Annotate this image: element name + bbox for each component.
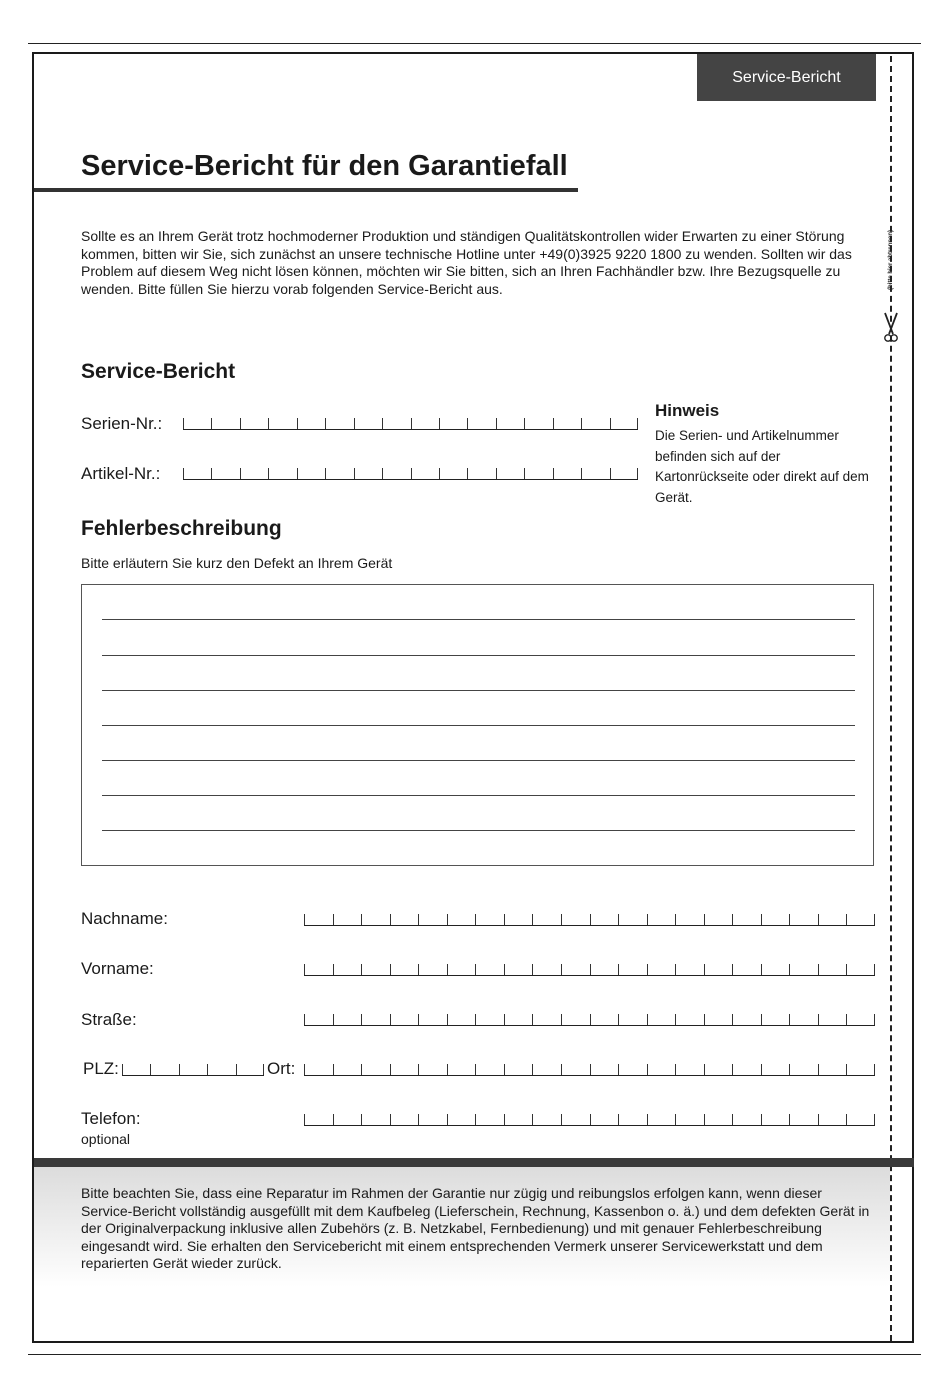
cut-note-text: (bitte hier abtrennen)	[888, 229, 894, 291]
field-tick	[467, 468, 468, 479]
field-tick	[150, 1064, 151, 1075]
field-tick	[581, 468, 582, 479]
serial-label: Serien-Nr.:	[81, 414, 163, 433]
field-tick	[179, 1064, 180, 1075]
field-tick	[732, 1064, 733, 1075]
title-underline	[34, 188, 578, 192]
field-tick	[789, 964, 790, 975]
field-tick	[732, 1014, 733, 1025]
field-tick	[789, 1114, 790, 1125]
field-tick	[411, 468, 412, 479]
field-tick	[561, 1114, 562, 1125]
intro-paragraph: Sollte es an Ihrem Gerät trotz hochmoderner Produktion und ständigen Qualitätskontrollen wider Erwarten zu einer Störung kommen, bitten wir Sie, sich zunächst an unsere technische Hotline unter +49(0)3925 9220 1800 zu wenden. Sollten wir das Problem auf diesem Weg nicht lösen können, möchten wir Sie bitten, sich an Ihren Fachhändler bzw. Ihre Bezugsquelle zu wenden. Bitte füllen Sie hierzu vorab folgenden Service-Bericht aus.	[81, 228, 852, 297]
lastname-label: Nachname:	[81, 909, 168, 928]
field-tick	[207, 1064, 208, 1075]
city-label: Ort:	[267, 1059, 296, 1078]
field-tick	[647, 1064, 648, 1075]
city-field[interactable]	[304, 1063, 875, 1076]
field-tick	[618, 964, 619, 975]
field-tick	[304, 1064, 305, 1075]
field-tick	[297, 418, 298, 429]
field-tick	[618, 914, 619, 925]
zip-label: PLZ:	[83, 1059, 119, 1078]
field-tick	[268, 468, 269, 479]
field-tick	[818, 1064, 819, 1075]
field-tick	[637, 418, 638, 429]
field-tick	[532, 1014, 533, 1025]
report-heading: Service-Bericht	[81, 360, 236, 383]
article-label: Artikel-Nr.:	[81, 464, 161, 483]
writing-line	[102, 830, 855, 831]
field-tick	[475, 1114, 476, 1125]
field-tick	[325, 468, 326, 479]
writing-line	[102, 690, 855, 691]
field-tick	[240, 468, 241, 479]
field-tick	[590, 1114, 591, 1125]
field-tick	[647, 914, 648, 925]
field-tick	[846, 1064, 847, 1075]
field-tick	[874, 1064, 875, 1075]
field-tick	[333, 914, 334, 925]
hint-title: Hinweis	[655, 401, 720, 420]
field-tick	[590, 964, 591, 975]
field-tick	[874, 1114, 875, 1125]
field-tick	[704, 964, 705, 975]
field-tick	[418, 1064, 419, 1075]
field-tick	[732, 964, 733, 975]
defect-description-box[interactable]	[81, 584, 874, 866]
field-tick	[532, 1114, 533, 1125]
field-tick	[361, 964, 362, 975]
field-tick	[704, 1064, 705, 1075]
top-rule	[28, 43, 921, 44]
field-tick	[447, 1064, 448, 1075]
field-tick	[553, 418, 554, 429]
field-tick	[818, 964, 819, 975]
field-tick	[647, 1114, 648, 1125]
field-tick	[846, 914, 847, 925]
field-tick	[382, 418, 383, 429]
field-tick	[561, 914, 562, 925]
field-tick	[647, 964, 648, 975]
field-tick	[418, 964, 419, 975]
field-tick	[846, 1014, 847, 1025]
defect-heading: Fehlerbeschreibung	[81, 517, 282, 540]
field-tick	[590, 1014, 591, 1025]
phone-optional-note: optional	[81, 1131, 131, 1147]
defect-subtext: Bitte erläutern Sie kurz den Defekt an Ihrem Gerät	[81, 555, 393, 571]
field-tick	[361, 1014, 362, 1025]
writing-line	[102, 725, 855, 726]
field-tick	[561, 964, 562, 975]
field-tick	[475, 1064, 476, 1075]
field-tick	[789, 1064, 790, 1075]
field-tick	[590, 914, 591, 925]
article-field[interactable]	[183, 467, 638, 480]
field-tick	[475, 1014, 476, 1025]
field-tick	[297, 468, 298, 479]
firstname-label: Vorname:	[81, 959, 154, 978]
firstname-field[interactable]	[304, 963, 875, 976]
writing-line	[102, 655, 855, 656]
field-tick	[325, 418, 326, 429]
field-tick	[447, 1014, 448, 1025]
writing-line	[102, 619, 855, 620]
field-tick	[467, 418, 468, 429]
field-tick	[846, 1114, 847, 1125]
field-tick	[590, 1064, 591, 1075]
field-tick	[818, 1014, 819, 1025]
field-tick	[618, 1114, 619, 1125]
field-tick	[761, 1014, 762, 1025]
field-tick	[475, 964, 476, 975]
street-label: Straße:	[81, 1010, 137, 1029]
field-tick	[361, 914, 362, 925]
field-tick	[732, 914, 733, 925]
field-tick	[475, 914, 476, 925]
field-tick	[789, 914, 790, 925]
field-tick	[504, 1114, 505, 1125]
field-tick	[610, 468, 611, 479]
field-tick	[263, 1064, 264, 1075]
field-tick	[496, 418, 497, 429]
field-tick	[504, 1064, 505, 1075]
field-tick	[361, 1114, 362, 1125]
field-tick	[504, 914, 505, 925]
footer-bar	[34, 1158, 914, 1167]
field-tick	[354, 418, 355, 429]
field-tick	[818, 914, 819, 925]
field-tick	[333, 1114, 334, 1125]
field-tick	[122, 1064, 123, 1075]
field-tick	[647, 1014, 648, 1025]
field-tick	[390, 1064, 391, 1075]
footer-note: Bitte beachten Sie, dass eine Reparatur im Rahmen der Garantie nur zügig und reibungslos erfolgen kann, wenn dieser Service-Bericht vollständig ausgefüllt mit dem Kaufbeleg (Lieferschein, Rechnung, Kassenbon o. ä.) und dem defekten Gerät in der Originalverpackung inklusive allen Zubehörs (z. B. Netzkabel, Fernbedienung) und mit genauer Fehlerbeschreibung eingesandt wird. Sie erhalten den Servicebericht mit einem entsprechenden Vermerk unserer Servicewerkstatt und dem reparierten Gerät wieder zurück.	[81, 1185, 870, 1271]
writing-line	[102, 795, 855, 796]
field-tick	[874, 964, 875, 975]
field-tick	[390, 1114, 391, 1125]
field-tick	[524, 468, 525, 479]
field-tick	[496, 468, 497, 479]
field-tick	[618, 1014, 619, 1025]
field-tick	[304, 964, 305, 975]
field-tick	[704, 914, 705, 925]
field-tick	[390, 964, 391, 975]
field-tick	[304, 1114, 305, 1125]
field-tick	[637, 468, 638, 479]
hint-text: Die Serien- und Artikelnummer befinden sich auf der Kartonrückseite oder direkt auf dem Gerät.	[655, 428, 869, 505]
field-tick	[504, 964, 505, 975]
field-tick	[211, 418, 212, 429]
writing-line	[102, 760, 855, 761]
field-tick	[704, 1114, 705, 1125]
field-tick	[553, 468, 554, 479]
field-tick	[411, 418, 412, 429]
bottom-rule	[28, 1354, 921, 1355]
cut-note	[884, 210, 898, 310]
field-tick	[874, 1014, 875, 1025]
field-tick	[447, 964, 448, 975]
phone-field[interactable]	[304, 1113, 875, 1126]
field-tick	[675, 1064, 676, 1075]
field-tick	[183, 468, 184, 479]
field-tick	[610, 418, 611, 429]
field-tick	[382, 468, 383, 479]
field-tick	[818, 1114, 819, 1125]
field-tick	[532, 964, 533, 975]
field-tick	[675, 1114, 676, 1125]
field-tick	[524, 418, 525, 429]
field-tick	[304, 914, 305, 925]
serial-field[interactable]	[183, 417, 638, 430]
field-tick	[439, 418, 440, 429]
field-tick	[183, 418, 184, 429]
field-tick	[211, 468, 212, 479]
field-tick	[447, 914, 448, 925]
field-tick	[761, 1114, 762, 1125]
field-tick	[704, 1014, 705, 1025]
street-field[interactable]	[304, 1013, 875, 1026]
field-tick	[761, 964, 762, 975]
field-tick	[354, 468, 355, 479]
field-tick	[418, 914, 419, 925]
field-tick	[561, 1064, 562, 1075]
field-tick	[874, 914, 875, 925]
field-tick	[581, 418, 582, 429]
section-tab: Service-Bericht	[697, 54, 876, 101]
field-tick	[390, 914, 391, 925]
field-tick	[304, 1014, 305, 1025]
field-tick	[447, 1114, 448, 1125]
field-tick	[504, 1014, 505, 1025]
field-tick	[789, 1014, 790, 1025]
zip-field[interactable]	[122, 1063, 264, 1076]
field-tick	[561, 1014, 562, 1025]
field-tick	[268, 418, 269, 429]
field-tick	[761, 1064, 762, 1075]
field-tick	[675, 1014, 676, 1025]
field-tick	[675, 914, 676, 925]
field-tick	[333, 1014, 334, 1025]
field-tick	[761, 914, 762, 925]
field-tick	[532, 914, 533, 925]
field-tick	[333, 964, 334, 975]
field-tick	[675, 964, 676, 975]
field-tick	[236, 1064, 237, 1075]
field-tick	[418, 1014, 419, 1025]
phone-label: Telefon:	[81, 1109, 141, 1128]
scissors-icon	[882, 312, 900, 344]
field-tick	[618, 1064, 619, 1075]
page-title: Service-Bericht für den Garantiefall	[81, 150, 568, 182]
field-tick	[390, 1014, 391, 1025]
field-tick	[418, 1114, 419, 1125]
lastname-field[interactable]	[304, 913, 875, 926]
field-tick	[532, 1064, 533, 1075]
field-tick	[240, 418, 241, 429]
field-tick	[732, 1114, 733, 1125]
field-tick	[333, 1064, 334, 1075]
field-tick	[361, 1064, 362, 1075]
field-tick	[846, 964, 847, 975]
field-tick	[439, 468, 440, 479]
